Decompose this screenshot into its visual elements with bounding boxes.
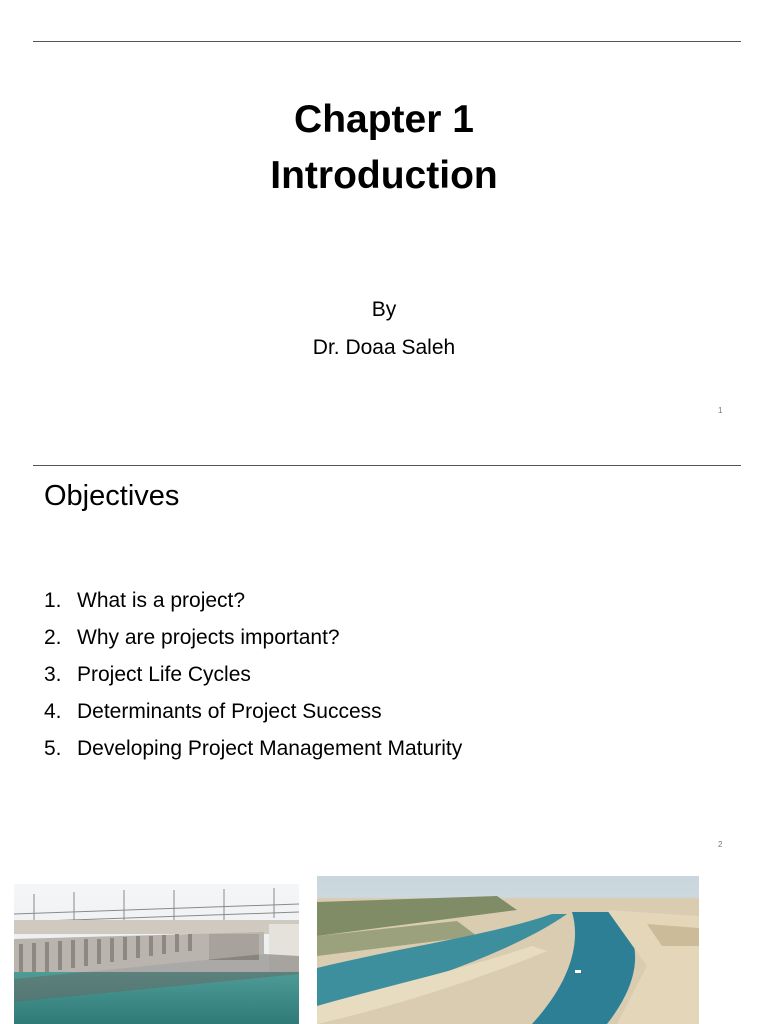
slide-divider — [33, 41, 741, 42]
list-item — [44, 660, 462, 697]
slide-3 — [0, 875, 768, 1024]
slide-1 — [0, 0, 768, 465]
page-number: 1 — [718, 406, 723, 415]
author-name: Dr. Doaa Saleh — [312, 336, 456, 359]
chapter-title: Chapter 1 — [294, 98, 474, 141]
slide-divider — [33, 465, 741, 466]
by-label: By — [371, 298, 397, 321]
item-text: Why are projects important? — [77, 626, 340, 649]
list-item — [44, 697, 462, 734]
list-item — [44, 623, 462, 660]
slide-2 — [0, 465, 768, 875]
item-number: 4. — [44, 700, 62, 723]
item-number: 1. — [44, 589, 62, 612]
item-text: What is a project? — [77, 589, 246, 612]
item-text: Determinants of Project Success — [77, 700, 382, 723]
canal-photo — [317, 876, 699, 1024]
item-number: 3. — [44, 663, 62, 686]
objectives-list — [44, 586, 462, 771]
objectives-heading: Objectives — [44, 480, 180, 512]
page-number: 2 — [718, 840, 723, 849]
list-item — [44, 734, 462, 771]
list-item — [44, 586, 462, 623]
item-text: Project Life Cycles — [77, 663, 251, 686]
item-number: 2. — [44, 626, 62, 649]
chapter-subtitle: Introduction — [270, 154, 498, 197]
item-number: 5. — [44, 737, 62, 760]
dam-photo — [14, 884, 299, 1024]
item-text: Developing Project Management Maturity — [77, 737, 463, 760]
